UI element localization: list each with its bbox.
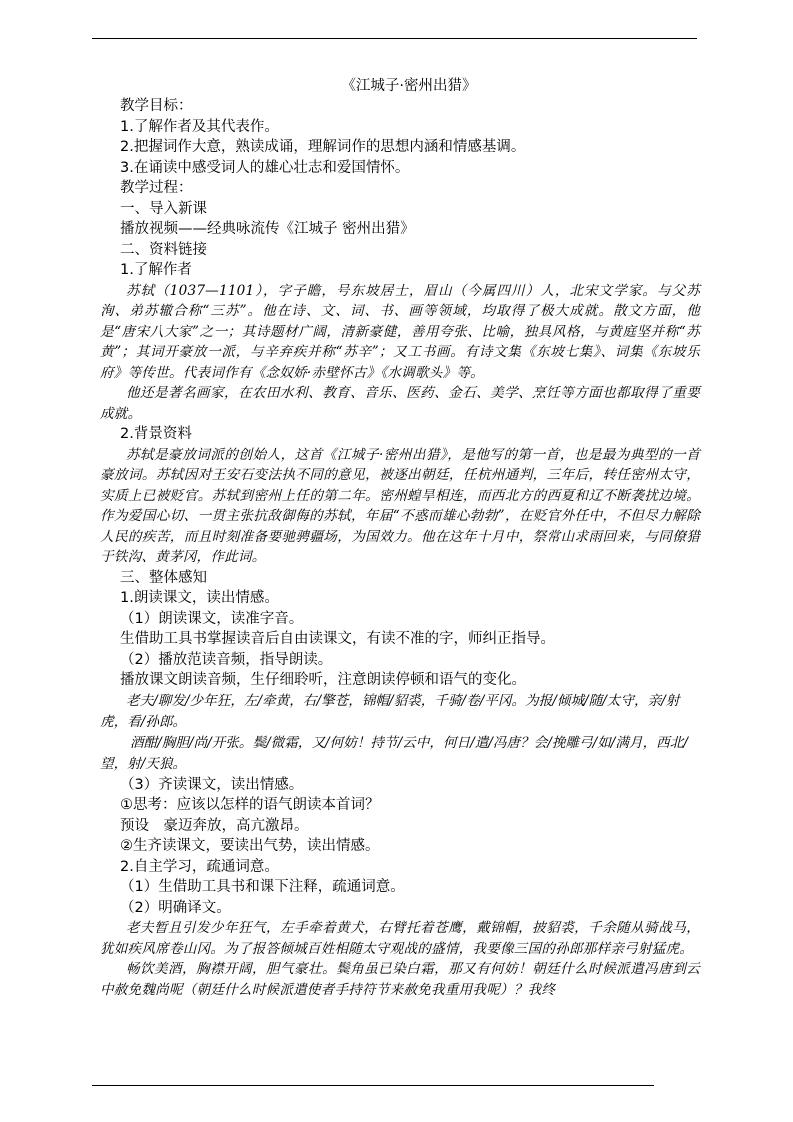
translation-paragraph: 畅饮美酒，胸襟开阔，胆气豪壮。鬓角虽已染白霜，那又有何妨！朝廷什么时候派遣冯唐到云中赦免魏尚呢（朝廷什么时候派遣使者手持符节来赦免我重用我呢）？我终 [100, 961, 700, 998]
document-title: 《江城子·密州出猎》 [341, 78, 477, 94]
subsection-heading: 1.了解作者 [120, 262, 192, 278]
author-paragraph: 他还是著名画家，在农田水利、教育、音乐、医药、金石、美学、烹饪等方面也都取得了重要成就。 [100, 385, 700, 422]
think-question: ①思考：应该以怎样的语气朗读本首词？ [120, 797, 380, 813]
document-body [100, 76, 700, 1000]
section-heading: 三、整体感知 [120, 569, 207, 586]
poem-verse: 酒酣/胸胆/尚/开张。鬓/微霜，又/何妨！持节/云中，何日/遣/冯唐？会/挽雕弓/如/满月，西北/望，射/天狼。 [100, 734, 688, 772]
step-text: ②生齐读课文，要读出气势，读出情感。 [120, 838, 380, 854]
objective-item: 1.了解作者及其代表作。 [120, 118, 279, 135]
objective-item: 3.在诵读中感受词人的雄心壮志和爱国情怀。 [120, 159, 410, 176]
objective-item: 2.把握词作大意，熟读成诵，理解词作的思想内涵和情感基调。 [120, 139, 526, 155]
preset-answer: 预设 豪迈奔放，高亢激昂。 [120, 817, 309, 834]
step-heading: 1.朗读课文，读出情感。 [120, 590, 279, 606]
poem-verse: 老夫/聊发/少年狂，左/牵黄，右/擎苍，锦帽/貂裘，千骑/卷/平冈。为报/倾城/随/太守，亲/射虎，看/孙郎。 [100, 692, 680, 730]
intro-text: 播放视频——经典咏流传《江城子 密州出猎》 [120, 221, 415, 237]
footer-rule [92, 1085, 654, 1086]
section-heading: 一、导入新课 [120, 200, 207, 217]
step-item: （1）朗读课文，读准字音。 [120, 610, 304, 627]
step-item: （2）明确译文。 [120, 899, 231, 916]
step-item: （2）播放范读音频，指导朗读。 [120, 651, 333, 668]
section-heading: 二、资料链接 [120, 241, 207, 258]
step-heading: 2.自主学习，疏通词意。 [120, 858, 279, 875]
objectives-heading: 教学目标： [120, 98, 193, 114]
header-rule [92, 38, 697, 39]
process-heading: 教学过程： [120, 180, 193, 196]
background-paragraph: 苏轼是豪放词派的创始人，这首《江城子·密州出猎》，是他写的第一首，也是最为典型的一首豪放词。苏轼因对王安石变法执不同的意见，被逐出朝廷，任杭州通判，三年后，转任密州太守，实质上已被贬官。苏轼到密州上任的第二年。密州蝗旱相连，而西北方的西夏和辽不断袭扰边境。作为爱国心切、一贯主张抗敌御侮的苏轼，年届“不惑而雄心勃勃”，在贬官外任中，不但尽力解除人民的疾苦，而且时刻准备要驰骋疆场，为国效力。他在这年十月中，祭常山求雨回来，与同僚猎于铁沟、黄茅冈，作此词。 [100, 446, 700, 565]
step-text: 播放课文朗读音频，生仔细聆听，注意朗读停顿和语气的变化。 [120, 672, 526, 688]
step-item: （3）齐读课文，读出情感。 [120, 776, 304, 793]
translation-paragraph: 老夫暂且引发少年狂气，左手牵着黄犬，右臂托着苍鹰，戴锦帽，披貂裘，千余随从骑战马，犹如疾风席卷山冈。为了报答倾城百姓相随太守观战的盛情，我要像三国的孙郎那样亲弓射猛虎。 [100, 920, 700, 957]
step-item: （1）生借助工具书和课下注释，疏通词意。 [120, 879, 405, 895]
author-paragraph: 苏轼（1037—1101），字子瞻，号东坡居士，眉山（今属四川）人，北宋文学家。与父苏洵、弟苏辙合称“三苏”。他在诗、文、词、书、画等领域，均取得了极大成就。散文方面，他是“唐宋八大家”之一；其诗题材广阔，清新豪健，善用夸张、比喻，独具风格，与黄庭坚并称“苏黄”；其词开豪放一派，与辛弃疾并称“苏辛”；又工书画。有诗文集《东坡七集》、词集《东坡乐府》等传世。代表词作有《念奴娇·赤壁怀古》《水调歌头》等。 [100, 282, 700, 381]
subsection-heading: 2.背景资料 [120, 426, 192, 442]
step-text: 生借助工具书掌握读音后自由读课文，有读不准的字，师纠正指导。 [120, 631, 555, 647]
